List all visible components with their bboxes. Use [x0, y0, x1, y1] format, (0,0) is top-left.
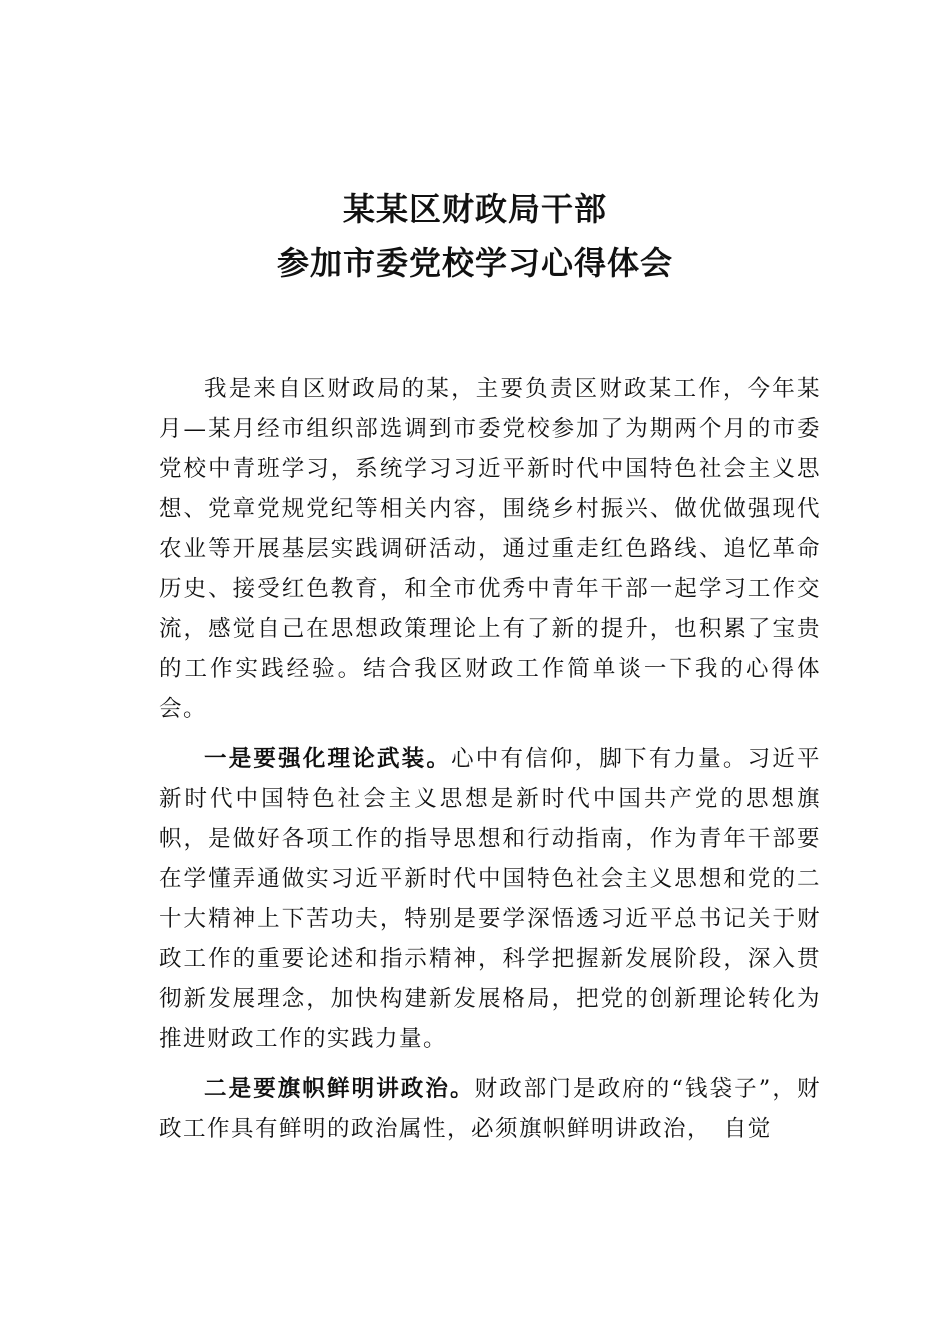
paragraph-point-2	[159, 1069, 821, 1149]
paragraph-point-2-text: 财政部门是政府的“钱袋子”，财政工作具有鲜明的政治属性，必须旗帜鲜明讲政治， 自觉	[159, 1076, 821, 1142]
paragraph-point-1-lead: 一是要强化理论武装。	[204, 746, 452, 772]
title-line-1: 某某区财政局干部	[342, 190, 607, 228]
paragraph-point-2-lead: 二是要旗帜鲜明讲政治。	[204, 1076, 475, 1102]
document-title	[0, 182, 950, 290]
title-line-2: 参加市委党校学习心得体会	[276, 244, 673, 282]
paragraph-point-1-text: 心中有信仰，脚下有力量。习近平新时代中国特色社会主义思想是新时代中国共产党的思想旗帜，是做好各项工作的指导思想和行动指南，作为青年干部要在学懂弄通做实习近平新时代中国特色社会主义思想和党的二十大精神上下苦功夫，特别是要学深悟透习近平总书记关于财政工作的重要论述和指示精神，科学把握新发展阶段，深入贯彻新发展理念，加快构建新发展格局，把党的创新理论转化为推进财政工作的实践力量。	[159, 746, 821, 1052]
paragraph-intro	[159, 369, 821, 729]
document-body	[159, 369, 821, 1149]
paragraph-intro-text: 我是来自区财政局的某，主要负责区财政某工作，今年某月—某月经市组织部选调到市委党校参加了为期两个月的市委党校中青班学习，系统学习习近平新时代中国特色社会主义思想、党章党规党纪等相关内容，围绕乡村振兴、做优做强现代农业等开展基层实践调研活动，通过重走红色路线、追忆革命历史、接受红色教育，和全市优秀中青年干部一起学习工作交流，感觉自己在思想政策理论上有了新的提升，也积累了宝贵的工作实践经验。结合我区财政工作简单谈一下我的心得体会。	[159, 376, 821, 722]
paragraph-point-1	[159, 739, 821, 1059]
